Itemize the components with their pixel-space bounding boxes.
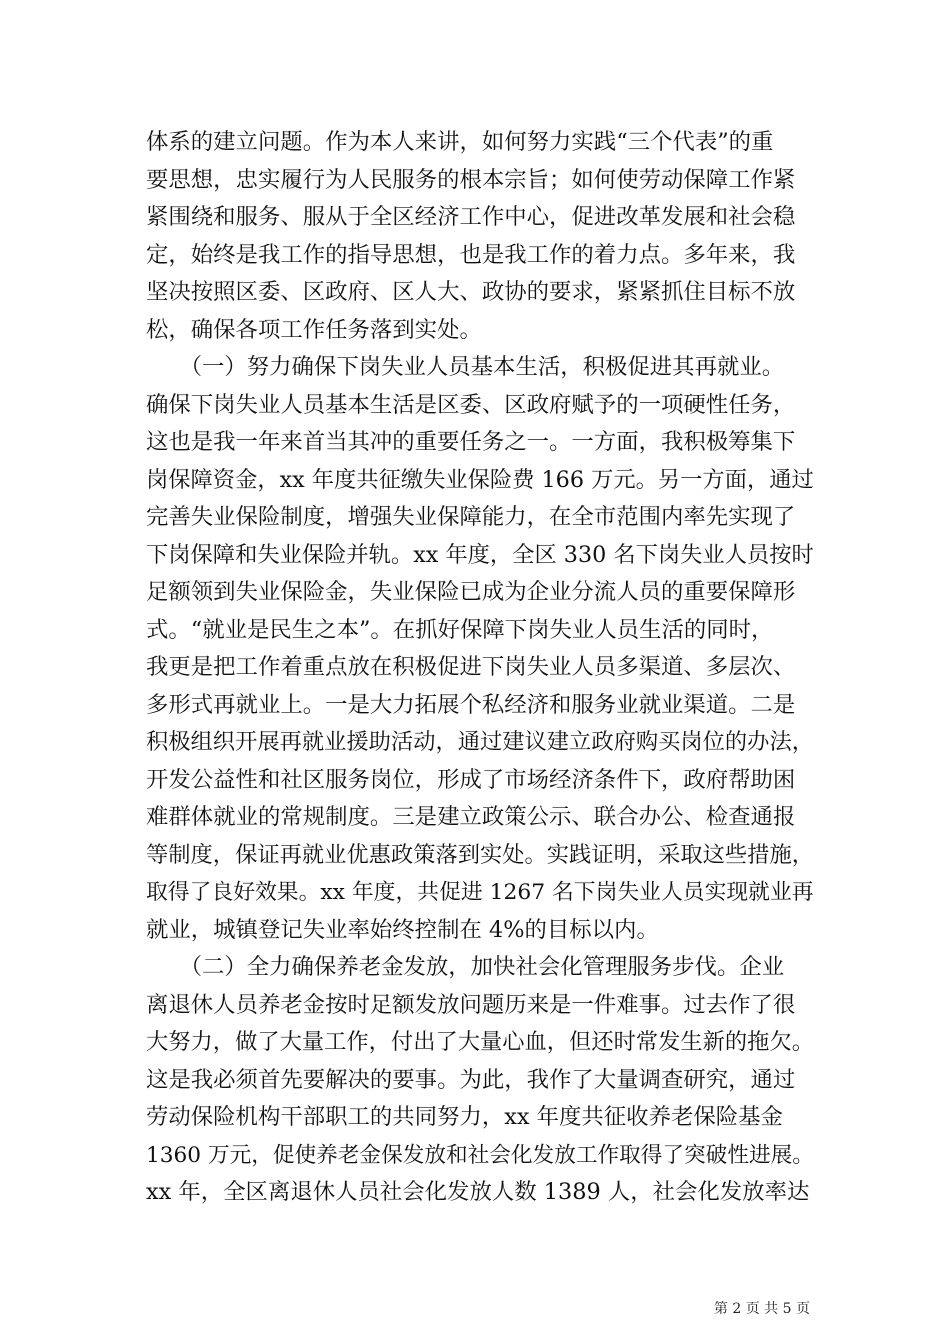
text-line: 坚决按照区委、区政府、区人大、政协的要求，紧紧抓住目标不放 (146, 279, 796, 305)
body-text (146, 124, 814, 1212)
text-line: 我更是把工作着重点放在积极促进下岗失业人员多渠道、多层次、 (146, 654, 796, 680)
text-line: 体系的建立问题。作为本人来讲，如何努力实践“三个代表”的重 (146, 129, 774, 155)
text-line: 松，确保各项工作任务落到实处。 (146, 316, 482, 343)
text-line: 岗保障资金，xx 年度共征缴失业保险费 166 万元。另一方面，通过 (146, 466, 814, 493)
text-line: 式。“就业是民生之本”。在抓好保障下岗失业人员生活的同时， (146, 616, 774, 643)
text-line: 足额领到失业保险金，失业保险已成为企业分流人员的重要保障形 (146, 579, 796, 605)
text-line: 多形式再就业上。一是大力拓展个私经济和服务业就业渠道。二是 (146, 691, 796, 718)
text-line: 这是我必须首先要解决的要事。为此，我作了大量调查研究，通过 (146, 1066, 796, 1093)
text-line: 1360 万元，促使养老金保发放和社会化发放工作取得了突破性进展。 (146, 1142, 814, 1168)
text-line: 紧围绕和服务、服从于全区经济工作中心，促进改革发展和社会稳 (146, 204, 796, 230)
text-line: 难群体就业的常规制度。三是建立政策公示、联合办公、检查通报 (146, 804, 796, 830)
text-line: 要思想，忠实履行为人民服务的根本宗旨；如何使劳动保障工作紧 (146, 166, 796, 193)
text-line: 劳动保险机构干部职工的共同努力，xx 年度共征收养老保险基金 (146, 1104, 783, 1130)
text-line: 取得了良好效果。xx 年度，共促进 1267 名下岗失业人员实现就业再 (146, 880, 814, 905)
text-line: 就业，城镇登记失业率始终控制在 4%的目标以内。 (146, 916, 659, 943)
text-line: 这也是我一年来首当其冲的重要任务之一。一方面，我积极筹集下 (146, 429, 796, 455)
text-line: 确保下岗失业人员基本生活是区委、区政府赋予的一项硬性任务， (146, 391, 796, 418)
text-line: 离退休人员养老金按时足额发放问题历来是一件难事。过去作了很 (146, 991, 796, 1018)
text-line: 开发公益性和社区服务岗位，形成了市场经济条件下，政府帮助困 (146, 766, 796, 793)
text-line: xx 年，全区离退休人员社会化发放人数 1389 人，社会化发放率达 (146, 1179, 810, 1205)
page-number-footer: 第 2 页 共 5 页 (713, 1301, 810, 1317)
text-line: 大努力，做了大量工作，付出了大量心血，但还时常发生新的拖欠。 (146, 1029, 814, 1055)
section-heading-line: （二）全力确保养老金发放，加快社会化管理服务步伐。企业 (146, 954, 785, 980)
text-line: 下岗保障和失业保险并轨。xx 年度，全区 330 名下岗失业人员按时 (146, 541, 814, 568)
section-heading-line: （一）努力确保下岗失业人员基本生活，积极促进其再就业。 (146, 354, 785, 380)
text-line: 等制度，保证再就业优惠政策落到实处。实践证明，采取这些措施， (146, 841, 814, 868)
text-line: 定，始终是我工作的指导思想，也是我工作的着力点。多年来，我 (146, 241, 796, 268)
text-line: 积极组织开展再就业援助活动，通过建议建立政府购买岗位的办法， (146, 729, 814, 755)
text-line: 完善失业保险制度，增强失业保障能力，在全市范围内率先实现了 (146, 504, 796, 530)
